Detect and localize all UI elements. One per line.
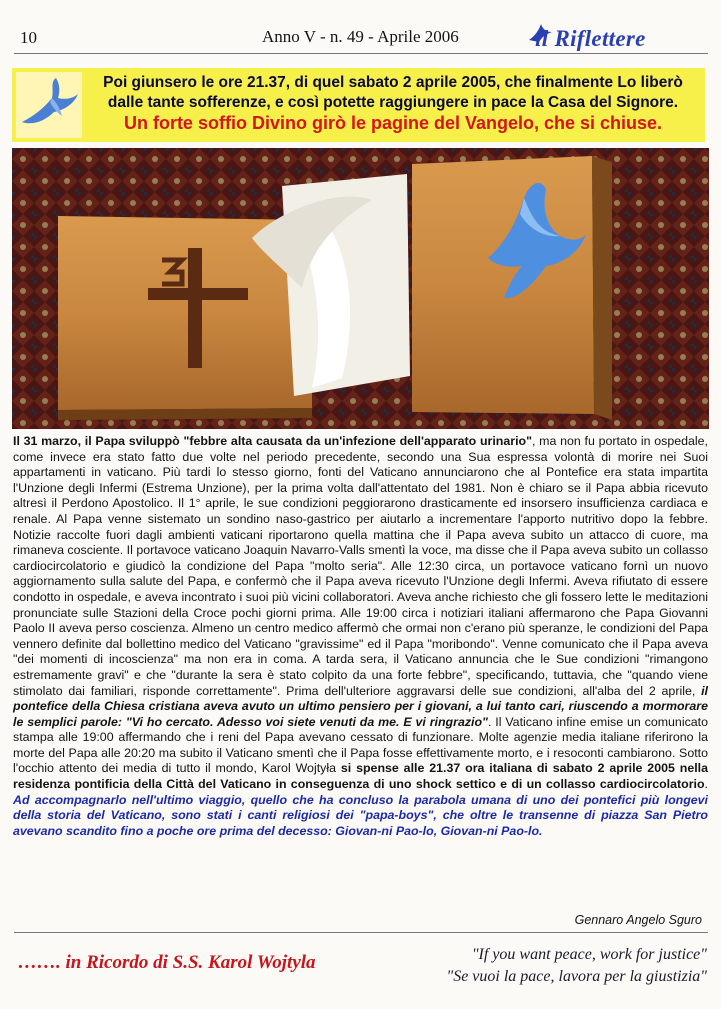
article-death-note: si spense alle 21.37 ora italiana di sabato 2 aprile 2005 nella residenza pontificia della Città del Vaticano in conseguenza di uno shock settico e di un collasso cardiocircolatorio — [13, 761, 708, 792]
author-signature: Gennaro Angelo Sguro — [574, 913, 702, 927]
article-closing: Ad accompagnarlo nell'ultimo viaggio, quello che ha concluso la parabola umana di uno dei pontefici più longevi della storia del Vaticano, sono stati i canti religiosi dei "papa-boys", che oltre le transenne di piazza San Pietro avevano scandito fino a poche ore prima del decesso: Giovan-ni Pao-lo, Giovan-ni Pao-lo. — [13, 792, 708, 838]
intro-headline: Un forte soffio Divino girò le pagine del Vangelo, che si chiuse. — [123, 113, 663, 133]
intro-line-2: dalle tante sofferenze, e così potette raggiungere in pace la Casa del Signore. — [107, 94, 679, 111]
header-divider — [14, 53, 708, 54]
page-number: 10 — [20, 28, 37, 47]
article-quote: il pontefice della Chiesa cristiana aveva avuto un ultimo pensiero per i giovani, a lui tanto cari, riuscendo a mormorare le semplici parole: "Vi ho cercato. Adesso voi siete venuti da me. E vi ringrazio" — [13, 683, 708, 729]
coffin-photo — [12, 148, 709, 429]
article-text-1: , ma non fu portato in ospedale, come invece era stato fatto due volte nel periodo precedente, secondo una Sua espressa volontà di morire nei Suoi appartamenti in vaticano. Più tardi lo stesso giorno, fonti del Vaticano annunciarono che al Pontefice era stata impartita l'Unzione degli Infermi (Estrema Unzione), per la prima volta dall'attentato del 1981. Non è chiaro se il Papa abbia ricevuto altresì il Perdono Apostolico. Il 1° aprile, le sue condizioni peggiorarono drasticamente ed insorsero insufficienza cardiaca e renale. Al Papa venne sistemato un sondino naso-gastrico per aiutarlo a incrementare l'apporto nutritivo dopo la febbre. Notizie raccolte fuori dagli ambienti vaticani riportarono quella mattina che il Papa aveva subito un attacco di cuore, ma rimaneva cosciente. Il portavoce vaticano Joaquin Navarro-Valls smentì la voce, ma disse che il Papa aveva subito un collasso cardiocircolatorio e giudicò la condizione del Papa "molto seria". Alle 12:30 circa, un portavoce vaticano fornì un nuovo aggiornamento sulla salute del Papa, e confermò che il Papa aveva ricevuto l'Unzione degli Infermi. Aveva rifiutato di essere condotto in ospedale, e aveva incontrato i suoi più vicini collaboratori. Aveva anche richiesto che gli fossero lette le meditazioni pronunciate sulle Stazioni della Croce pochi giorni prima. Alle 19:00 circa i notiziari italiani affermarono che Papa Giovanni Paolo II aveva perso coscienza. Almeno un centro medico affermò che ormai non c'erano più speranze, le condizioni del Papa vennero definite dal bollettino medico del Vaticano "gravissime" ed il Papa "moribondo". Venne comunicato che il Papa aveva "dei momenti di incoscienza" ma non era in coma. A tarda sera, il Vaticano annuncia che le Sue condizioni "rimangono estremamente gravi" e che "durante la sera è stato colpito da una forte febbre", specificando, tuttavia, che "quando viene stimolato dai familiari, risponde correttamente". Prima dell'ulteriore aggravarsi delle sue condizioni, all'alba del 2 aprile, — [13, 434, 708, 698]
dove-icon — [16, 72, 82, 138]
quote-italian: "Se vuoi la pace, lavora per la giustizia" — [446, 968, 707, 985]
coffin-illustration — [12, 148, 709, 429]
article-text-2: . Il Vaticano infine emise un comunicato stampa alle 19:00 affermando che i reni del Papa avevano cessato di funzionare. Molte agenzie media italiane riferirono la morte del Papa alle 20:20 ma subito il Vaticano smentì che il Papa fosse effettivamente morto, e i resoconti cambiarono. Sotto l'occhio attento dei media di tutto il mondo, Karol Wojtyła — [13, 714, 708, 776]
article-paragraph — [13, 434, 708, 839]
memorial-caption: ……. in Ricordo di S.S. Karol Wojtyla — [18, 952, 316, 973]
quote-english: "If you want peace, work for justice" — [471, 946, 707, 963]
page-header — [0, 0, 721, 58]
article-body — [13, 434, 708, 839]
intro-line-1: Poi giunsero le ore 21.37, di quel sabato 2 aprile 2005, che finalmente Lo liberò — [103, 74, 683, 91]
article-separator: . — [704, 777, 708, 792]
intro-banner — [12, 68, 705, 142]
masthead-prefix: il — [535, 26, 549, 51]
masthead-logo — [527, 20, 709, 54]
issue-label: Anno V - n. 49 - Aprile 2006 — [262, 27, 459, 46]
article-lead: Il 31 marzo, il Papa sviluppò "febbre alta causata da un'infezione dell'apparato urinario" — [13, 434, 532, 448]
footer-divider — [14, 932, 708, 933]
masthead-name: Riflettere — [554, 26, 646, 51]
masthead-title — [535, 26, 646, 52]
